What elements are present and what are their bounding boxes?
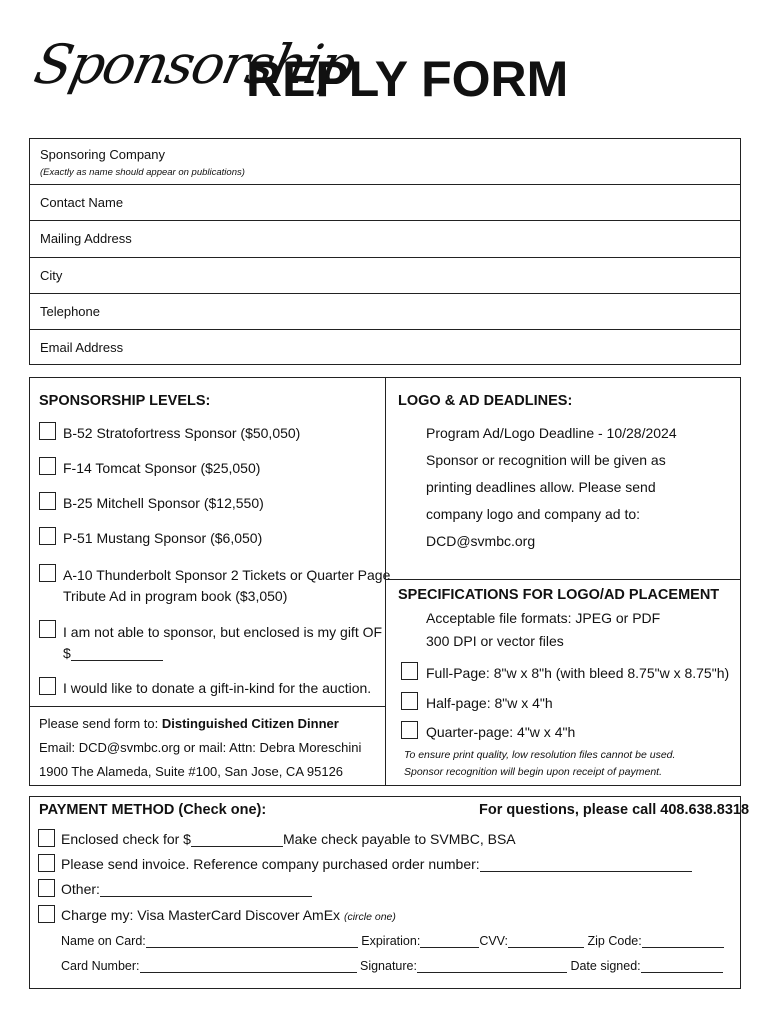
po-number-input[interactable]	[480, 857, 692, 872]
field-contact-name[interactable]	[30, 185, 740, 221]
send-event-name: Distinguished Citizen Dinner	[161, 716, 339, 731]
checkbox-charge[interactable]	[38, 905, 55, 923]
checkbox-b25[interactable]	[39, 492, 56, 510]
check-payable-note: Make check payable to SVMBC, BSA	[282, 831, 516, 847]
send-form-line-3: 1900 The Alameda, Suite #100, San Jose, CA 95126	[39, 764, 344, 779]
specifications-header: SPECIFICATIONS FOR LOGO/AD PLACEMENT	[398, 587, 720, 603]
deadline-line-2: Sponsor or recognition will be given as	[426, 452, 666, 468]
invoice-label: Please send invoice. Reference company purchased order number:	[61, 856, 480, 872]
cvv-input[interactable]	[508, 933, 584, 948]
questions-phone: For questions, please call 408.638.8318	[479, 802, 750, 818]
checkbox-invoice[interactable]	[38, 854, 55, 872]
charge-label: Charge my: Visa MasterCard Discover AmEx	[61, 907, 341, 923]
check-amount-input[interactable]	[191, 832, 283, 847]
level-b25-label: B-25 Mitchell Sponsor ($12,550)	[63, 495, 264, 511]
level-b52-label: B-52 Stratofortress Sponsor ($50,050)	[63, 425, 301, 441]
deadline-line-1: Program Ad/Logo Deadline - 10/28/2024	[426, 425, 677, 441]
gift-amount-row	[63, 645, 163, 661]
other-input[interactable]	[100, 882, 312, 897]
checkbox-other[interactable]	[38, 879, 55, 897]
checkbox-enclosed-check[interactable]	[38, 829, 55, 847]
payment-header: PAYMENT METHOD (Check one):	[39, 802, 267, 818]
level-a10-label-2: Tribute Ad in program book ($3,050)	[63, 588, 288, 604]
gift-amount-input[interactable]	[71, 646, 163, 661]
checkbox-half-page[interactable]	[401, 692, 418, 710]
signature-input[interactable]	[417, 958, 567, 973]
title-script: Sponsorship	[29, 33, 360, 96]
deadline-line-4: company logo and company ad to:	[426, 506, 641, 522]
enclosed-check-row	[61, 831, 516, 847]
checkbox-p51[interactable]	[39, 527, 56, 545]
field-city[interactable]	[30, 258, 740, 294]
label-city: City	[40, 268, 63, 283]
enclosed-check-label: Enclosed check for $	[61, 831, 191, 847]
note-company-name: (Exactly as name should appear on publications)	[40, 167, 245, 178]
send-form-line-1	[39, 716, 339, 731]
specs-note-1: To ensure print quality, low resolution files cannot be used.	[404, 749, 676, 761]
sponsorship-levels-header: SPONSORSHIP LEVELS:	[39, 393, 211, 409]
circle-one-note: (circle one)	[343, 911, 396, 923]
field-mailing-address[interactable]	[30, 221, 740, 258]
invoice-row	[61, 856, 692, 872]
card-number-row	[61, 958, 723, 973]
specs-dpi: 300 DPI or vector files	[426, 633, 564, 649]
card-number-input[interactable]	[140, 958, 357, 973]
zip-code-label: Zip Code:	[587, 934, 642, 948]
field-telephone[interactable]	[30, 294, 740, 330]
gift-dollar-sign: $	[63, 645, 71, 661]
contact-info-box	[29, 138, 741, 365]
checkbox-f14[interactable]	[39, 457, 56, 475]
other-row	[61, 881, 312, 897]
card-details-row	[61, 933, 724, 948]
other-label: Other:	[61, 881, 100, 897]
checkbox-b52[interactable]	[39, 422, 56, 440]
level-a10-label: A-10 Thunderbolt Sponsor 2 Tickets or Quarter Page	[63, 567, 391, 583]
checkbox-gift[interactable]	[39, 620, 56, 638]
send-prefix: Please send form to:	[39, 716, 162, 731]
level-f14-label: F-14 Tomcat Sponsor ($25,050)	[63, 460, 261, 476]
spec-half-page-label: Half-page: 8"w x 4"h	[426, 695, 553, 711]
card-number-label: Card Number:	[61, 959, 140, 973]
send-form-line-2: Email: DCD@svmbc.org or mail: Attn: Debra Moreschini	[39, 740, 362, 755]
title-main: REPLY FORM	[246, 51, 569, 107]
field-email-address[interactable]	[30, 330, 740, 364]
date-signed-input[interactable]	[641, 958, 723, 973]
cvv-label: CVV:	[479, 934, 509, 948]
specs-note-2: Sponsor recognition will begin upon receipt of payment.	[404, 766, 662, 778]
level-p51-label: P-51 Mustang Sponsor ($6,050)	[63, 530, 263, 546]
spec-full-page-label: Full-Page: 8"w x 8"h (with bleed 8.75"w x 8.75"h)	[426, 665, 730, 681]
zip-code-input[interactable]	[642, 933, 724, 948]
date-signed-label: Date signed:	[570, 959, 641, 973]
name-on-card-input[interactable]	[146, 933, 358, 948]
label-mailing-address: Mailing Address	[40, 231, 132, 246]
label-contact-name: Contact Name	[40, 195, 124, 210]
expiration-label: Expiration:	[361, 934, 421, 948]
checkbox-a10[interactable]	[39, 564, 56, 582]
checkbox-full-page[interactable]	[401, 662, 418, 680]
level-gift-label: I am not able to sponsor, but enclosed is my gift OF	[63, 624, 383, 640]
checkbox-quarter-page[interactable]	[401, 721, 418, 739]
deadline-email: DCD@svmbc.org	[426, 533, 536, 549]
checkbox-gift-in-kind[interactable]	[39, 677, 56, 695]
deadlines-header: LOGO & AD DEADLINES:	[398, 393, 573, 409]
label-sponsoring-company: Sponsoring Company	[40, 147, 166, 162]
specs-formats: Acceptable file formats: JPEG or PDF	[426, 610, 661, 626]
name-on-card-label: Name on Card:	[61, 934, 146, 948]
expiration-input[interactable]	[420, 933, 479, 948]
signature-label: Signature:	[359, 959, 417, 973]
label-email-address: Email Address	[40, 340, 124, 355]
field-sponsoring-company[interactable]	[30, 139, 740, 185]
level-gift-in-kind-label: I would like to donate a gift-in-kind for the auction.	[63, 680, 372, 696]
spec-quarter-page-label: Quarter-page: 4"w x 4"h	[426, 724, 576, 740]
charge-row	[61, 907, 396, 923]
label-telephone: Telephone	[40, 304, 100, 319]
deadline-line-3: printing deadlines allow. Please send	[426, 479, 656, 495]
